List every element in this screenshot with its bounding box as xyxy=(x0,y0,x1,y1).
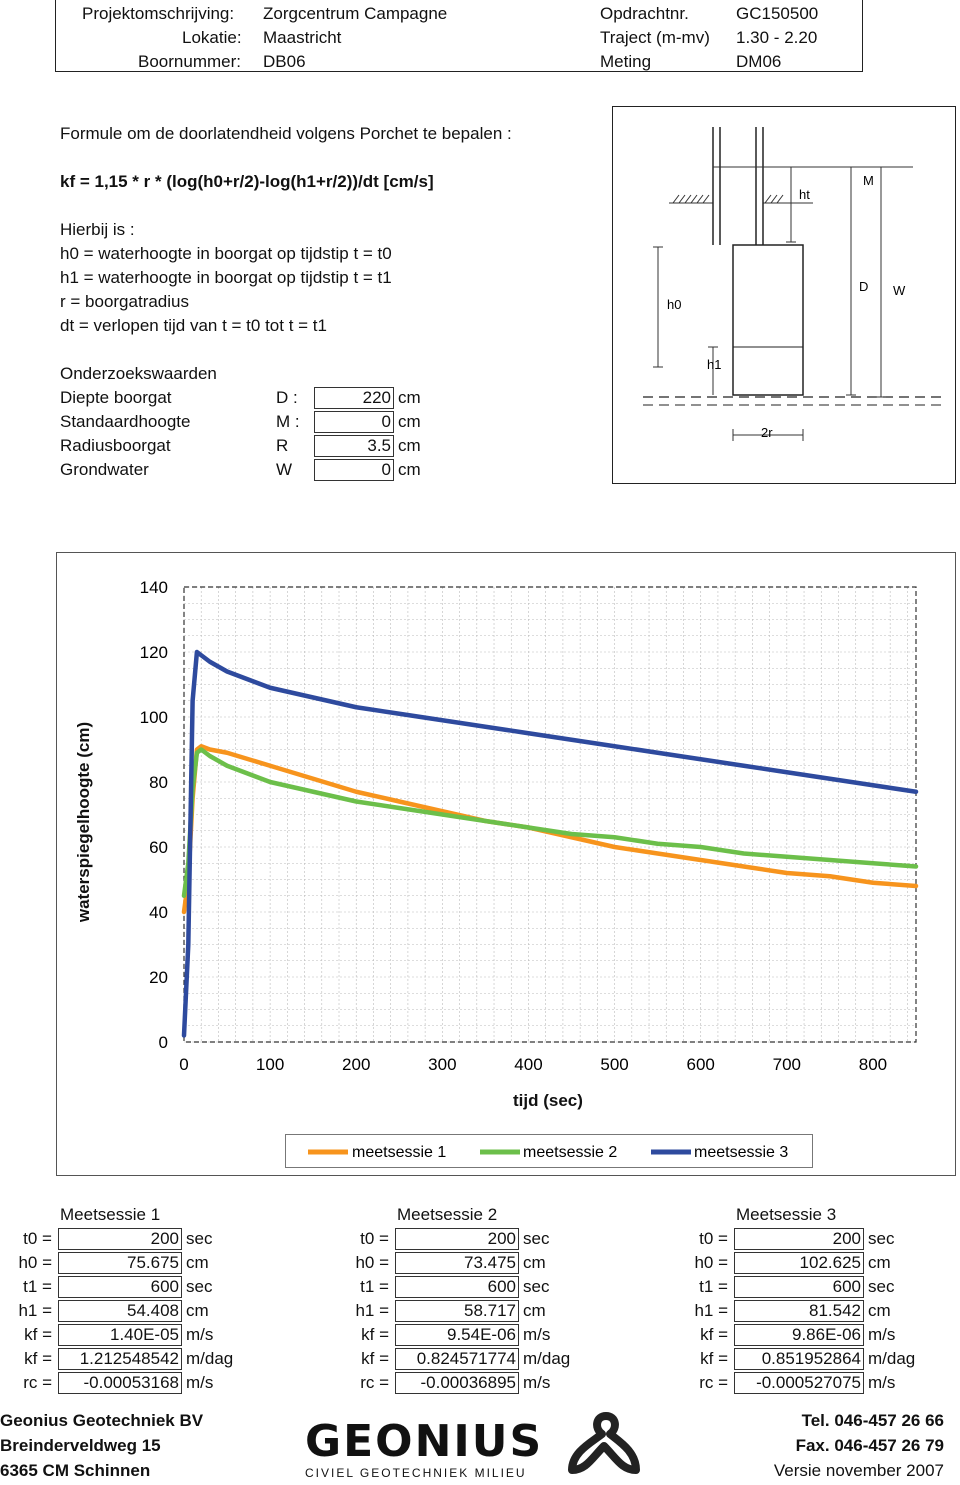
session-row-label: kf = xyxy=(361,1349,389,1368)
session-row-unit: m/s xyxy=(186,1325,214,1344)
session-row-label: kf = xyxy=(24,1349,52,1368)
legend-label-3: meetsessie 3 xyxy=(694,1144,789,1161)
session-row-value: 0.851952864 xyxy=(734,1348,864,1370)
session-row-label: kf = xyxy=(700,1349,728,1368)
session-row-unit: sec xyxy=(868,1229,895,1248)
session-row-value: 200 xyxy=(395,1228,519,1250)
chart-xlabel: tijd (sec) xyxy=(513,1091,583,1110)
order-value: GC150500 xyxy=(736,4,819,23)
session-row-value: 54.408 xyxy=(58,1300,182,1322)
onderzoek-unit: cm xyxy=(398,412,421,431)
label-2r: 2r xyxy=(761,425,773,440)
onderzoek-symbol: W xyxy=(276,460,293,479)
session-row-unit: cm xyxy=(523,1253,546,1272)
session-row-value: 600 xyxy=(395,1276,519,1298)
session-row-value: 1.212548542 xyxy=(58,1348,182,1370)
project-label: Projektomschrijving: xyxy=(82,4,235,23)
session-row-value: 600 xyxy=(734,1276,864,1298)
legend-svg xyxy=(286,1135,812,1167)
chart-x-tick-label: 800 xyxy=(858,1055,888,1074)
traject-value: 1.30 - 2.20 xyxy=(736,28,818,47)
session-row-value: 200 xyxy=(58,1228,182,1250)
session-row-unit: cm xyxy=(868,1301,891,1320)
definition-dt: dt = verlopen tijd van t = t0 tot t = t1 xyxy=(60,316,327,335)
bore-value: DB06 xyxy=(263,52,306,71)
footer-logo-text: GEONIUS xyxy=(305,1416,544,1467)
location-value: Maastricht xyxy=(263,28,342,47)
session-row-value: -0.000527075 xyxy=(734,1372,864,1394)
label-w: W xyxy=(893,283,906,298)
order-label: Opdrachtnr. xyxy=(600,4,689,23)
onderzoek-value: 3.5 xyxy=(314,435,394,457)
chart-y-tick-label: 0 xyxy=(158,1033,168,1052)
definition-r: r = boorgatradius xyxy=(60,292,189,311)
session-row-label: t0 = xyxy=(699,1229,728,1248)
onderzoek-value: 0 xyxy=(314,459,394,481)
onderzoek-symbol: D : xyxy=(276,388,298,407)
chart-y-tick-label: 120 xyxy=(139,643,168,662)
onderzoek-label: Grondwater xyxy=(60,460,149,479)
onderzoek-symbol: M : xyxy=(276,412,300,431)
session-row-unit: m/s xyxy=(868,1325,896,1344)
chart-y-tick-label: 140 xyxy=(139,578,168,597)
onderzoek-value: 0 xyxy=(314,411,394,433)
session-row-label: h0 = xyxy=(694,1253,728,1272)
chart-x-tick-label: 0 xyxy=(179,1055,189,1074)
session-row-value: 9.54E-06 xyxy=(395,1324,519,1346)
meting-value: DM06 xyxy=(736,52,782,71)
session-row-unit: sec xyxy=(186,1277,213,1296)
session-title: Meetsessie 1 xyxy=(60,1205,161,1224)
session-row-unit: cm xyxy=(868,1253,891,1272)
session-row-label: h1 = xyxy=(18,1301,52,1320)
meting-label: Meting xyxy=(600,52,652,71)
session-row-label: kf = xyxy=(700,1325,728,1344)
definition-h0: h0 = waterhoogte in boorgat op tijdstip t = t0 xyxy=(60,244,392,263)
session-row-label: t1 = xyxy=(699,1277,728,1296)
session-row-unit: sec xyxy=(523,1277,550,1296)
session-row-unit: cm xyxy=(523,1301,546,1320)
onderzoek-unit: cm xyxy=(398,460,421,479)
chart-svg xyxy=(56,552,956,1132)
footer-tel: Tel. 046-457 26 66 xyxy=(801,1411,944,1430)
session-row-unit: m/dag xyxy=(523,1349,571,1368)
session-row-label: h1 = xyxy=(355,1301,389,1320)
session-row-value: 9.86E-06 xyxy=(734,1324,864,1346)
session-row-value: 73.475 xyxy=(395,1252,519,1274)
session-row-label: t1 = xyxy=(23,1277,52,1296)
chart-legend xyxy=(285,1134,813,1168)
chart-y-tick-label: 100 xyxy=(139,708,168,727)
session-row-unit: sec xyxy=(186,1229,213,1248)
chart-y-tick-label: 80 xyxy=(149,773,168,792)
onderzoek-label: Standaardhoogte xyxy=(60,412,191,431)
session-row-unit: m/s xyxy=(523,1373,551,1392)
onderzoek-symbol: R xyxy=(276,436,289,455)
borehole-diagram-svg xyxy=(613,107,955,483)
traject-label: Traject (m-mv) xyxy=(600,28,710,47)
label-ht: ht xyxy=(799,187,810,202)
session-row-value: 600 xyxy=(58,1276,182,1298)
session-row-label: t0 = xyxy=(360,1229,389,1248)
legend-label-1: meetsessie 1 xyxy=(352,1144,447,1161)
session-row-unit: cm xyxy=(186,1253,209,1272)
session-row-value: 102.625 xyxy=(734,1252,864,1274)
session-row-value: -0.00053168 xyxy=(58,1372,182,1394)
onderzoek-unit: cm xyxy=(398,388,421,407)
session-row-label: rc = xyxy=(360,1373,389,1392)
session-row-label: rc = xyxy=(23,1373,52,1392)
chart-x-tick-label: 300 xyxy=(428,1055,457,1074)
dimension-lines xyxy=(653,167,913,441)
session-row-label: kf = xyxy=(24,1325,52,1344)
session-row-unit: m/dag xyxy=(186,1349,234,1368)
chart-x-tick-label: 100 xyxy=(255,1055,285,1074)
chart-series-line-3 xyxy=(184,652,916,1036)
formula-expression: kf = 1,15 * r * (log(h0+r/2)-log(h1+r/2))/dt [cm/s] xyxy=(60,172,434,191)
chart-x-tick-label: 500 xyxy=(600,1055,629,1074)
onderzoek-value: 220 xyxy=(314,387,394,409)
project-value: Zorgcentrum Campagne xyxy=(263,4,448,23)
chart-ylabel: waterspiegelhoogte (cm) xyxy=(74,721,94,923)
bore-label: Boornummer: xyxy=(138,52,241,71)
label-d: D xyxy=(859,279,869,294)
session-row-unit: sec xyxy=(523,1229,550,1248)
session-row-value: -0.00036895 xyxy=(395,1372,519,1394)
chart-x-tick-label: 700 xyxy=(772,1055,802,1074)
label-m: M xyxy=(863,173,874,188)
session-row-unit: m/s xyxy=(523,1325,551,1344)
session-row-value: 75.675 xyxy=(58,1252,182,1274)
label-h1: h1 xyxy=(707,357,722,372)
chart-y-tick-label: 60 xyxy=(149,838,168,857)
session-row-value: 200 xyxy=(734,1228,864,1250)
footer-street: Breinderveldweg 15 xyxy=(0,1436,161,1455)
session-row-unit: m/dag xyxy=(868,1349,916,1368)
session-row-value: 81.542 xyxy=(734,1300,864,1322)
footer-logo-icon xyxy=(562,1412,642,1478)
session-row-value: 0.824571774 xyxy=(395,1348,519,1370)
session-row-label: t0 = xyxy=(23,1229,52,1248)
footer-logo-subtitle: CIVIEL GEOTECHNIEK MILIEU xyxy=(305,1466,527,1480)
session-row-label: h0 = xyxy=(355,1253,389,1272)
chart-y-tick-label: 20 xyxy=(149,968,168,987)
session-row-unit: cm xyxy=(186,1301,209,1320)
definition-h1: h1 = waterhoogte in boorgat op tijdstip t = t1 xyxy=(60,268,392,287)
session-title: Meetsessie 3 xyxy=(736,1205,837,1224)
session-row-label: rc = xyxy=(699,1373,728,1392)
location-label: Lokatie: xyxy=(182,28,242,47)
footer-fax: Fax. 046-457 26 79 xyxy=(795,1436,944,1455)
onderzoek-label: Radiusboorgat xyxy=(60,436,171,455)
session-row-value: 1.40E-05 xyxy=(58,1324,182,1346)
onderzoek-unit: cm xyxy=(398,436,421,455)
session-row-label: h0 = xyxy=(18,1253,52,1272)
footer-version: Versie november 2007 xyxy=(773,1461,944,1480)
footer-company: Geonius Geotechniek BV xyxy=(0,1411,204,1430)
session-row-label: kf = xyxy=(361,1325,389,1344)
legend-label-2: meetsessie 2 xyxy=(523,1144,618,1161)
chart-x-tick-label: 600 xyxy=(686,1055,715,1074)
chart-y-tick-label: 40 xyxy=(149,903,168,922)
session-row-unit: sec xyxy=(868,1277,895,1296)
onderzoek-title: Onderzoekswaarden xyxy=(60,364,217,383)
borehole-diagram xyxy=(612,106,956,484)
footer-city: 6365 CM Schinnen xyxy=(0,1461,151,1480)
chart-x-tick-label: 200 xyxy=(342,1055,371,1074)
session-title: Meetsessie 2 xyxy=(397,1205,498,1224)
hierbij-text: Hierbij is : xyxy=(60,220,135,239)
session-row-unit: m/s xyxy=(186,1373,214,1392)
formula-intro: Formule om de doorlatendheid volgens Porchet te bepalen : xyxy=(60,124,512,143)
session-row-value: 58.717 xyxy=(395,1300,519,1322)
label-h0: h0 xyxy=(667,297,682,312)
session-row-label: t1 = xyxy=(360,1277,389,1296)
session-row-unit: m/s xyxy=(868,1373,896,1392)
chart-x-tick-label: 400 xyxy=(514,1055,543,1074)
onderzoek-label: Diepte boorgat xyxy=(60,388,172,407)
session-row-label: h1 = xyxy=(694,1301,728,1320)
